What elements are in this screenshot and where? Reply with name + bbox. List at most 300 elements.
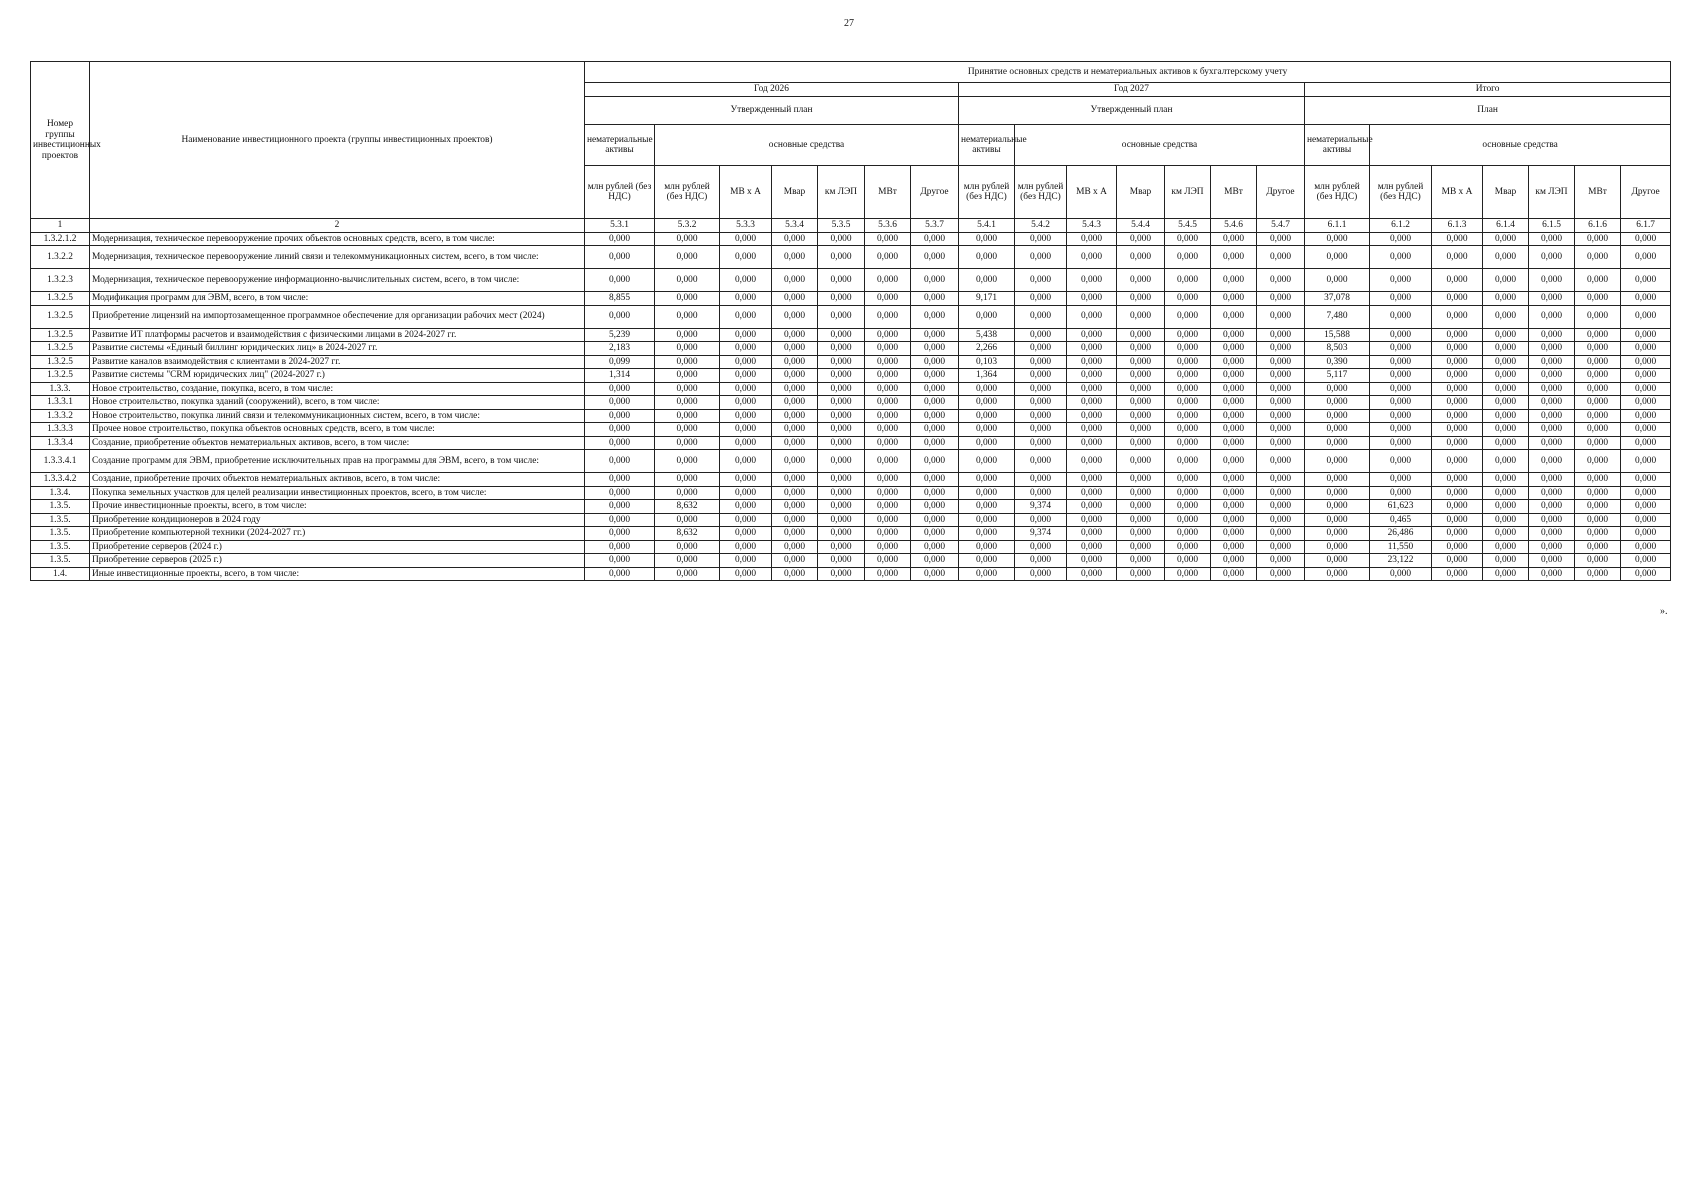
row-value: 0,000: [1621, 473, 1671, 487]
row-value: 0,000: [959, 269, 1015, 292]
row-value: 0,000: [655, 355, 720, 369]
row-value: 37,078: [1305, 292, 1370, 306]
header-index-cell: 6.1.2: [1370, 219, 1432, 233]
row-value: 0,000: [772, 486, 818, 500]
row-value: 0,000: [911, 423, 959, 437]
row-value: 0,000: [772, 450, 818, 473]
row-value: 0,000: [1529, 527, 1575, 541]
row-value: 0,000: [818, 486, 865, 500]
row-value: 0,000: [1432, 292, 1483, 306]
row-value: 0,000: [1483, 500, 1529, 514]
row-value: 0,000: [720, 409, 772, 423]
header-unit-cell: Другое: [1257, 166, 1305, 219]
row-value: 0,000: [655, 513, 720, 527]
row-value: 0,000: [1015, 540, 1067, 554]
row-number: 1.3.5.: [31, 554, 90, 568]
header-top: Принятие основных средств и нематериальных активов к бухгалтерскому учету: [585, 62, 1671, 83]
row-value: 8,632: [655, 500, 720, 514]
row-value: 0,000: [1370, 423, 1432, 437]
row-value: 0,000: [585, 396, 655, 410]
row-value: 0,000: [1305, 486, 1370, 500]
row-value: 0,000: [1529, 342, 1575, 356]
table-body: [31, 232, 1671, 581]
row-value: 0,000: [1165, 292, 1211, 306]
header-unit-cell: млн рублей (без НДС): [585, 166, 655, 219]
header-intangible-total: нематериальные активы: [1305, 125, 1370, 166]
header-period-2026: Год 2026: [585, 83, 959, 97]
table-row: [31, 513, 1671, 527]
row-value: 0,000: [1165, 409, 1211, 423]
table-row: [31, 382, 1671, 396]
row-value: 0,000: [1015, 382, 1067, 396]
row-value: 8,855: [585, 292, 655, 306]
row-value: 0,000: [1067, 269, 1117, 292]
row-value: 0,000: [1575, 246, 1621, 269]
row-value: 0,000: [1117, 328, 1165, 342]
header-index-cell: 6.1.5: [1529, 219, 1575, 233]
row-value: 0,000: [1483, 269, 1529, 292]
row-value: 0,000: [585, 513, 655, 527]
row-value: 0,000: [1370, 292, 1432, 306]
row-value: 0,000: [1067, 567, 1117, 581]
row-value: 0,000: [1621, 292, 1671, 306]
row-value: 0,000: [585, 436, 655, 450]
row-value: 0,000: [1305, 567, 1370, 581]
row-value: 0,000: [865, 369, 911, 383]
row-value: 0,000: [585, 269, 655, 292]
row-value: 0,000: [1529, 554, 1575, 568]
row-project-name: Создание, приобретение прочих объектов нематериальных активов, всего, в том числе:: [90, 473, 585, 487]
row-value: 0,000: [1370, 369, 1432, 383]
row-value: 0,000: [1432, 540, 1483, 554]
table-row: [31, 269, 1671, 292]
row-value: 0,000: [818, 409, 865, 423]
row-value: 0,000: [1432, 342, 1483, 356]
row-value: 0,000: [720, 450, 772, 473]
row-value: 0,000: [655, 292, 720, 306]
row-value: 0,000: [911, 409, 959, 423]
header-index-cell: 5.3.7: [911, 219, 959, 233]
row-project-name: Прочее новое строительство, покупка объектов основных средств, всего, в том числе:: [90, 423, 585, 437]
row-value: 0,000: [818, 369, 865, 383]
row-value: 0,000: [655, 382, 720, 396]
row-value: 0,000: [959, 473, 1015, 487]
row-value: 0,000: [772, 554, 818, 568]
row-value: 0,000: [1370, 409, 1432, 423]
header-col-name: Наименование инвестиционного проекта (группы инвестиционных проектов): [90, 62, 585, 219]
header-index-cell: 1: [31, 219, 90, 233]
row-value: 0,000: [655, 567, 720, 581]
row-value: 0,000: [1305, 436, 1370, 450]
header-unit-cell: МВт: [1575, 166, 1621, 219]
row-value: 8,503: [1305, 342, 1370, 356]
row-value: 0,000: [1165, 355, 1211, 369]
table-row: [31, 554, 1671, 568]
row-value: 0,000: [1165, 450, 1211, 473]
row-value: 0,000: [1370, 232, 1432, 246]
header-index-cell: 2: [90, 219, 585, 233]
header-unit-cell: МВ х А: [1067, 166, 1117, 219]
row-value: 0,000: [1257, 246, 1305, 269]
row-value: 0,000: [1621, 554, 1671, 568]
row-value: 0,000: [911, 500, 959, 514]
row-value: 0,000: [1211, 450, 1257, 473]
header-index-cell: 5.3.3: [720, 219, 772, 233]
row-value: 0,000: [1529, 246, 1575, 269]
row-value: 0,000: [865, 382, 911, 396]
header-index-cell: 5.4.5: [1165, 219, 1211, 233]
row-value: 0,000: [1015, 328, 1067, 342]
header-index-cell: 5.4.6: [1211, 219, 1257, 233]
row-value: 0,000: [772, 500, 818, 514]
row-value: 0,000: [1432, 527, 1483, 541]
row-value: 0,000: [1015, 369, 1067, 383]
row-value: 0,000: [1370, 473, 1432, 487]
row-value: 0,000: [1575, 328, 1621, 342]
row-project-name: Иные инвестиционные проекты, всего, в том числе:: [90, 567, 585, 581]
row-value: 0,000: [1067, 396, 1117, 410]
row-value: 0,000: [1370, 382, 1432, 396]
row-value: 0,000: [1211, 305, 1257, 328]
row-value: 0,000: [1432, 450, 1483, 473]
row-value: 0,000: [1211, 513, 1257, 527]
row-value: 0,000: [818, 473, 865, 487]
row-value: 0,000: [911, 305, 959, 328]
row-value: 0,000: [959, 450, 1015, 473]
row-value: 0,000: [959, 436, 1015, 450]
row-value: 0,000: [1621, 513, 1671, 527]
row-value: 0,000: [1117, 567, 1165, 581]
row-value: 0,000: [865, 396, 911, 410]
row-value: 0,000: [865, 328, 911, 342]
row-value: 0,000: [1305, 513, 1370, 527]
row-number: 1.3.2.5: [31, 369, 90, 383]
row-value: 0,000: [959, 540, 1015, 554]
row-value: 0,000: [1117, 292, 1165, 306]
row-value: 0,000: [1257, 527, 1305, 541]
row-value: 0,000: [1621, 567, 1671, 581]
row-project-name: Приобретение серверов (2025 г.): [90, 554, 585, 568]
investment-table-container: [30, 61, 1670, 581]
row-value: 0,000: [1529, 473, 1575, 487]
row-value: 0,000: [818, 246, 865, 269]
row-number: 1.4.: [31, 567, 90, 581]
row-value: 0,000: [1257, 342, 1305, 356]
row-value: 0,000: [1575, 500, 1621, 514]
row-value: 0,000: [1529, 423, 1575, 437]
row-number: 1.3.5.: [31, 500, 90, 514]
row-value: 0,000: [1211, 396, 1257, 410]
row-value: 0,000: [772, 328, 818, 342]
row-value: 0,000: [1117, 473, 1165, 487]
row-value: 0,000: [1529, 450, 1575, 473]
row-value: 0,000: [1211, 382, 1257, 396]
row-value: 0,000: [1432, 246, 1483, 269]
header-index-cell: 5.3.1: [585, 219, 655, 233]
row-project-name: Развитие ИТ платформы расчетов и взаимодействия с физическими лицами в 2024-2027 гг.: [90, 328, 585, 342]
row-value: 0,000: [1432, 554, 1483, 568]
row-value: 0,000: [959, 232, 1015, 246]
row-value: 0,000: [1575, 269, 1621, 292]
row-value: 0,000: [818, 436, 865, 450]
row-value: 0,000: [1305, 246, 1370, 269]
header-unit-cell: млн рублей (без НДС): [1015, 166, 1067, 219]
row-value: 5,117: [1305, 369, 1370, 383]
row-value: 0,000: [1621, 540, 1671, 554]
row-value: 0,000: [720, 369, 772, 383]
row-value: 0,000: [1257, 292, 1305, 306]
row-value: 0,000: [1015, 423, 1067, 437]
row-value: 0,000: [1370, 396, 1432, 410]
row-value: 0,000: [818, 355, 865, 369]
row-value: 0,000: [1211, 355, 1257, 369]
row-value: 0,000: [1015, 554, 1067, 568]
header-index-cell: 6.1.6: [1575, 219, 1621, 233]
row-value: 0,000: [1165, 473, 1211, 487]
row-value: 0,000: [1575, 232, 1621, 246]
row-value: 0,000: [1015, 269, 1067, 292]
row-value: 0,000: [1117, 423, 1165, 437]
header-unit-cell: км ЛЭП: [1165, 166, 1211, 219]
row-value: 0,000: [772, 473, 818, 487]
row-value: 2,183: [585, 342, 655, 356]
row-value: 0,000: [1165, 369, 1211, 383]
row-value: 0,000: [1529, 369, 1575, 383]
row-value: 0,000: [818, 292, 865, 306]
row-value: 0,000: [772, 246, 818, 269]
header-intangible-2026: нематериальные активы: [585, 125, 655, 166]
header-intangible-2027: нематериальные активы: [959, 125, 1015, 166]
row-value: 0,000: [1483, 292, 1529, 306]
table-header: [31, 62, 1671, 233]
row-value: 0,000: [655, 409, 720, 423]
row-value: 0,000: [1483, 473, 1529, 487]
row-value: 0,000: [720, 513, 772, 527]
row-value: 0,000: [1575, 396, 1621, 410]
row-value: 0,000: [1621, 409, 1671, 423]
row-value: 0,000: [1483, 305, 1529, 328]
row-value: 0,000: [818, 450, 865, 473]
row-value: 0,000: [1165, 382, 1211, 396]
header-unit-cell: млн рублей (без НДС): [959, 166, 1015, 219]
row-value: 0,000: [865, 423, 911, 437]
row-value: 0,000: [911, 540, 959, 554]
row-value: 0,000: [1483, 246, 1529, 269]
row-value: 0,000: [1211, 423, 1257, 437]
row-value: 0,000: [1257, 423, 1305, 437]
row-value: 0,000: [1483, 355, 1529, 369]
row-value: 0,000: [1165, 396, 1211, 410]
table-row: [31, 342, 1671, 356]
header-index-cell: 5.4.1: [959, 219, 1015, 233]
row-value: 0,000: [1432, 382, 1483, 396]
row-value: 0,000: [1117, 342, 1165, 356]
row-project-name: Создание, приобретение объектов нематериальных активов, всего, в том числе:: [90, 436, 585, 450]
row-value: 0,000: [911, 396, 959, 410]
row-value: 0,000: [1211, 500, 1257, 514]
investment-table: [30, 61, 1671, 581]
row-value: 0,000: [1432, 369, 1483, 383]
row-value: 0,000: [772, 382, 818, 396]
table-row: [31, 486, 1671, 500]
row-value: 0,000: [818, 567, 865, 581]
row-value: 0,390: [1305, 355, 1370, 369]
row-value: 0,000: [1211, 246, 1257, 269]
row-value: 23,122: [1370, 554, 1432, 568]
row-value: 0,000: [1015, 486, 1067, 500]
row-value: 0,000: [1575, 540, 1621, 554]
row-value: 0,000: [1211, 342, 1257, 356]
row-value: 0,000: [1575, 486, 1621, 500]
row-value: 0,000: [865, 567, 911, 581]
row-value: 0,000: [1257, 567, 1305, 581]
row-value: 0,000: [1529, 269, 1575, 292]
row-value: 0,000: [720, 328, 772, 342]
row-value: 0,000: [865, 486, 911, 500]
row-value: 0,000: [1483, 540, 1529, 554]
row-value: 0,000: [1165, 423, 1211, 437]
row-value: 0,000: [1211, 486, 1257, 500]
row-value: 0,000: [1370, 355, 1432, 369]
row-value: 0,000: [1529, 396, 1575, 410]
row-value: 0,000: [1211, 567, 1257, 581]
row-value: 0,000: [1575, 292, 1621, 306]
row-value: 0,000: [1015, 355, 1067, 369]
row-value: 0,000: [1483, 409, 1529, 423]
row-value: 0,000: [865, 450, 911, 473]
row-value: 0,000: [865, 355, 911, 369]
row-value: 0,000: [865, 246, 911, 269]
table-row: [31, 369, 1671, 383]
row-project-name: Прочие инвестиционные проекты, всего, в том числе:: [90, 500, 585, 514]
row-value: 0,000: [720, 232, 772, 246]
row-value: 0,000: [911, 554, 959, 568]
row-value: 0,000: [1165, 540, 1211, 554]
row-value: 0,000: [1165, 269, 1211, 292]
header-plan-2027: Утвержденный план: [959, 97, 1305, 125]
header-index-cell: 6.1.7: [1621, 219, 1671, 233]
row-value: 0,000: [772, 369, 818, 383]
row-value: 0,000: [1305, 423, 1370, 437]
row-value: 0,000: [959, 500, 1015, 514]
row-value: 9,374: [1015, 527, 1067, 541]
row-value: 0,000: [1575, 567, 1621, 581]
header-unit-cell: Мвар: [1483, 166, 1529, 219]
row-value: 0,000: [1621, 355, 1671, 369]
row-project-name: Модификация программ для ЭВМ, всего, в том числе:: [90, 292, 585, 306]
row-value: 0,000: [585, 409, 655, 423]
row-value: 0,000: [1257, 396, 1305, 410]
header-index-cell: 5.4.2: [1015, 219, 1067, 233]
header-unit-cell: Мвар: [772, 166, 818, 219]
row-value: 0,000: [1621, 382, 1671, 396]
row-value: 0,000: [720, 540, 772, 554]
row-value: 0,000: [911, 473, 959, 487]
row-value: 0,000: [818, 269, 865, 292]
row-value: 0,000: [1117, 382, 1165, 396]
row-value: 0,000: [911, 342, 959, 356]
row-value: 0,000: [1529, 382, 1575, 396]
row-value: 0,000: [911, 436, 959, 450]
row-value: 0,000: [818, 382, 865, 396]
row-value: 0,000: [1257, 305, 1305, 328]
header-col-num: Номер группы инвестиционных проектов: [31, 62, 90, 219]
header-unit-cell: МВ х А: [720, 166, 772, 219]
closing-mark: ».: [1660, 606, 1668, 617]
row-value: 0,000: [1370, 436, 1432, 450]
row-value: 0,000: [865, 292, 911, 306]
row-value: 1,364: [959, 369, 1015, 383]
header-index-cell: 6.1.4: [1483, 219, 1529, 233]
row-value: 8,632: [655, 527, 720, 541]
row-value: 0,000: [1305, 500, 1370, 514]
row-value: 5,438: [959, 328, 1015, 342]
row-value: 0,000: [1529, 328, 1575, 342]
row-value: 0,000: [1015, 396, 1067, 410]
row-value: 0,000: [1211, 269, 1257, 292]
row-value: 0,000: [1067, 355, 1117, 369]
row-value: 0,000: [1067, 423, 1117, 437]
row-value: 0,000: [655, 246, 720, 269]
row-value: 0,000: [1575, 305, 1621, 328]
row-project-name: Приобретение кондиционеров в 2024 году: [90, 513, 585, 527]
row-value: 0,000: [865, 305, 911, 328]
row-value: 0,000: [1575, 423, 1621, 437]
row-value: 0,000: [959, 396, 1015, 410]
row-number: 1.3.3.4.2: [31, 473, 90, 487]
row-value: 0,000: [1305, 527, 1370, 541]
row-value: 0,000: [1211, 369, 1257, 383]
row-value: 0,000: [772, 269, 818, 292]
row-value: 0,000: [1117, 355, 1165, 369]
row-value: 0,000: [1257, 513, 1305, 527]
row-number: 1.3.5.: [31, 513, 90, 527]
table-row: [31, 567, 1671, 581]
header-unit-cell: МВт: [865, 166, 911, 219]
row-value: 0,000: [772, 232, 818, 246]
row-value: 0,000: [720, 382, 772, 396]
row-value: 0,000: [1117, 436, 1165, 450]
row-value: 0,000: [1529, 355, 1575, 369]
header-fixed-total: основные средства: [1370, 125, 1671, 166]
header-index-cell: 5.4.7: [1257, 219, 1305, 233]
header-index-cell: 5.3.5: [818, 219, 865, 233]
row-value: 0,000: [1529, 436, 1575, 450]
row-value: 0,000: [1117, 246, 1165, 269]
row-value: 0,000: [1067, 500, 1117, 514]
row-value: 0,000: [865, 554, 911, 568]
row-value: 0,000: [720, 246, 772, 269]
row-value: 0,000: [1211, 409, 1257, 423]
row-value: 0,000: [911, 246, 959, 269]
row-value: 0,000: [1015, 436, 1067, 450]
row-value: 0,000: [818, 500, 865, 514]
row-value: 0,000: [1067, 513, 1117, 527]
row-value: 0,000: [1370, 269, 1432, 292]
row-value: 0,000: [911, 382, 959, 396]
row-value: 0,000: [1305, 540, 1370, 554]
row-value: 0,000: [818, 513, 865, 527]
row-value: 0,000: [1117, 527, 1165, 541]
row-value: 0,000: [1529, 500, 1575, 514]
row-value: 0,000: [720, 527, 772, 541]
row-value: 0,000: [1117, 409, 1165, 423]
row-value: 0,000: [1483, 382, 1529, 396]
row-value: 15,588: [1305, 328, 1370, 342]
row-value: 0,000: [655, 369, 720, 383]
row-value: 0,000: [1257, 232, 1305, 246]
row-value: 0,000: [1370, 328, 1432, 342]
